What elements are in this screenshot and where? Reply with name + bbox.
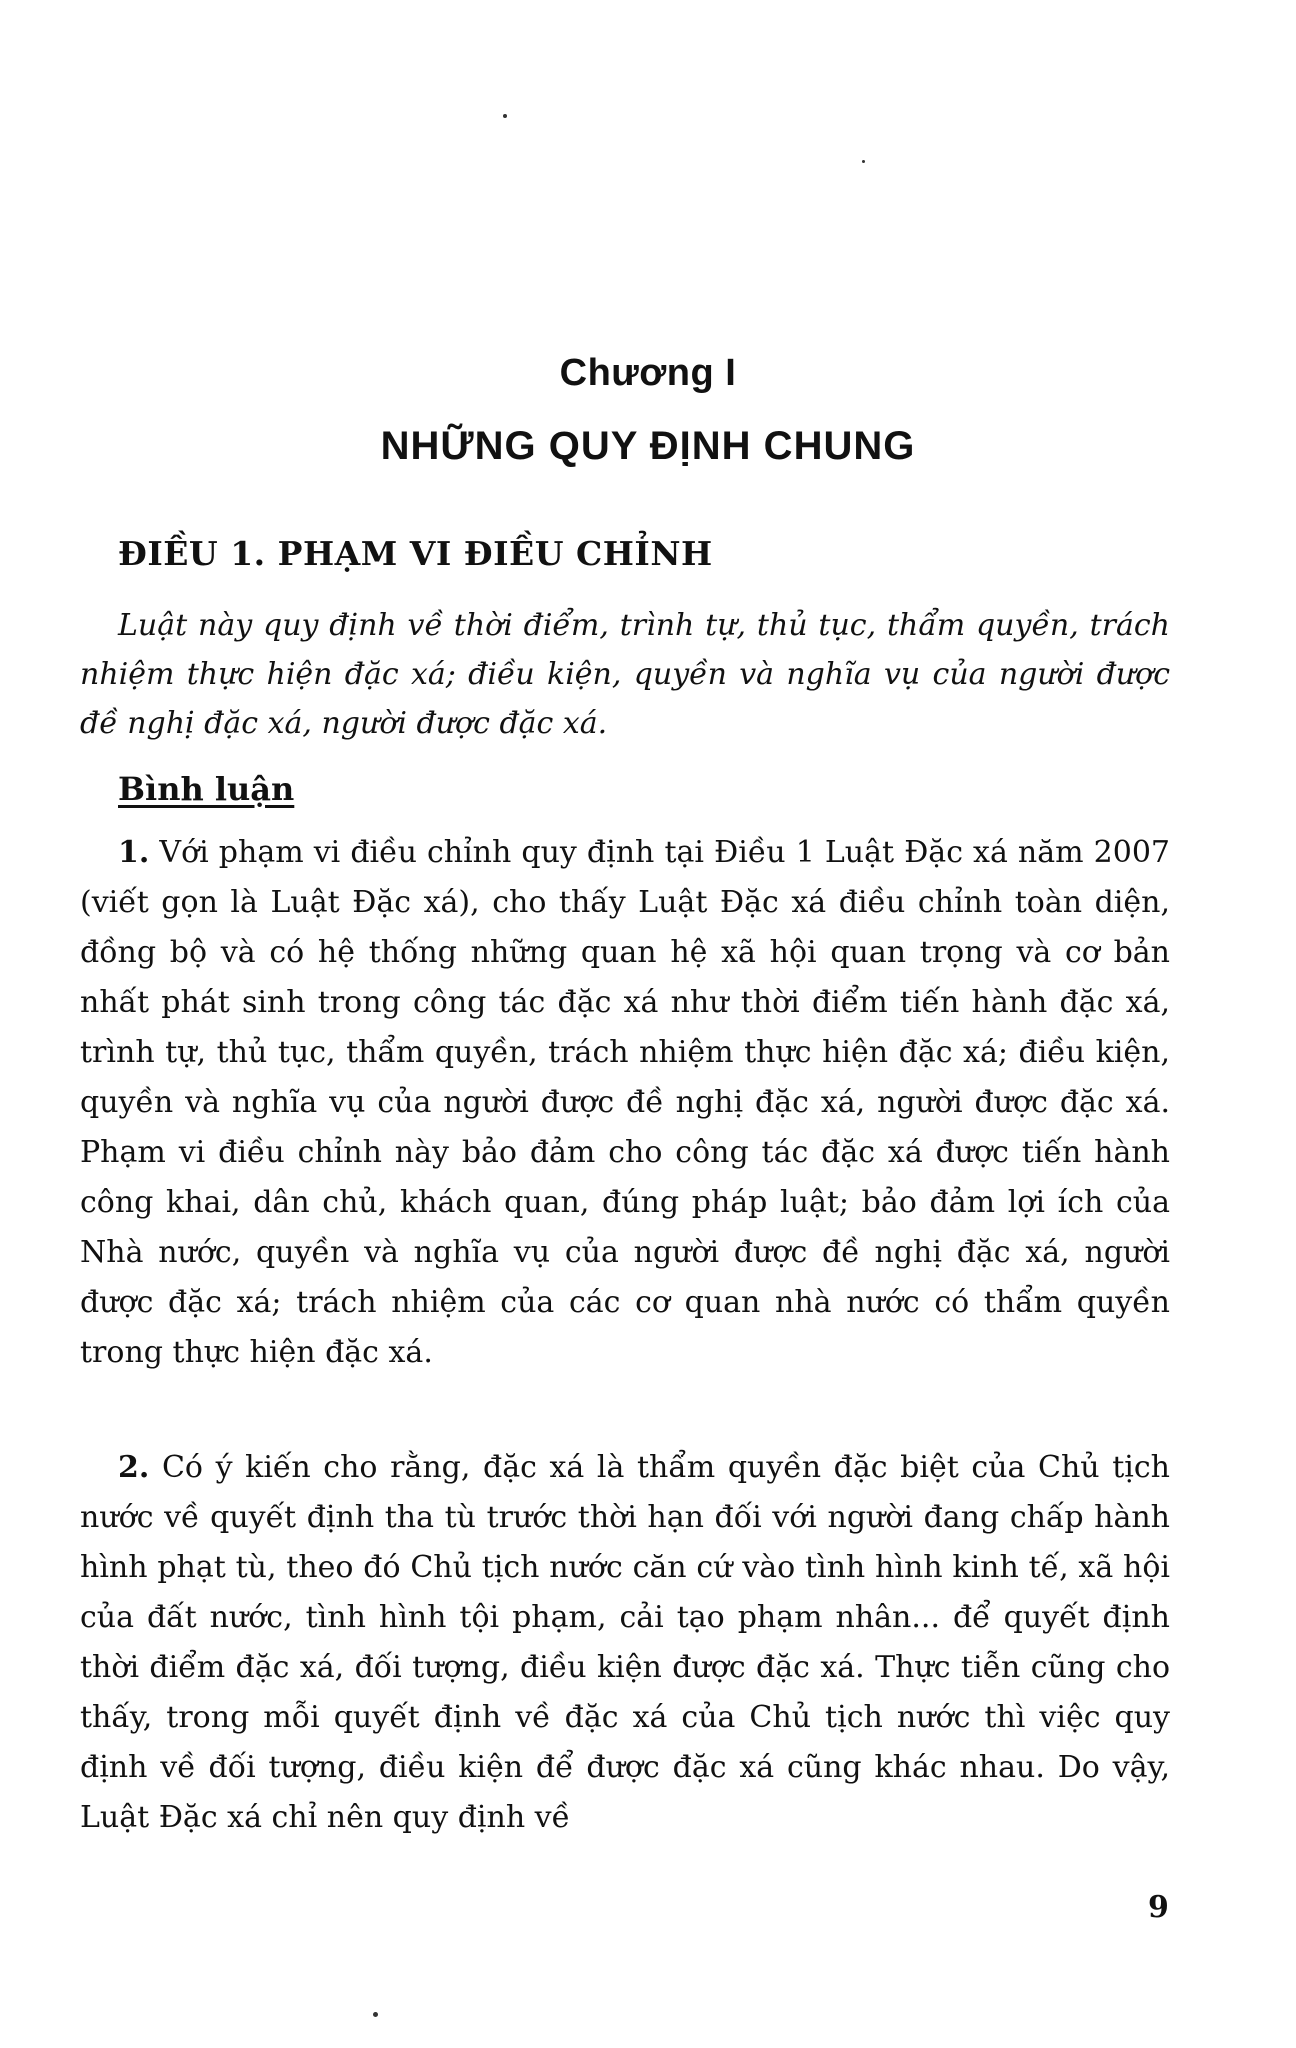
article-text: Luật này quy định về thời điểm, trình tự, thủ tục, thẩm quyền, trách nhiệm thực hiện đặc xá; điều kiện, quyền và nghĩa vụ của người được đề nghị đặc xá, người được đặc xá.: [80, 608, 1170, 741]
scan-speck: [862, 160, 865, 163]
chapter-label: Chương I: [559, 352, 737, 394]
paragraph-number: 1.: [118, 835, 150, 870]
chapter-title: NHỮNG QUY ĐỊNH CHUNG: [380, 424, 916, 468]
commentary-paragraph: [80, 828, 1170, 1378]
scan-speck: [503, 114, 507, 118]
paragraph-text: Có ý kiến cho rằng, đặc xá là thẩm quyền đặc biệt của Chủ tịch nước về quyết định tha tù trước thời hạn đối với người đang chấp hành hình phạt tù, theo đó Chủ tịch nước căn cứ vào tình hình kinh tế, xã hội của đất nước, tình hình tội phạm, cải tạo phạm nhân... để quyết định thời điểm đặc xá, đối tượng, điều kiện được đặc xá. Thực tiễn cũng cho thấy, trong mỗi quyết định về đặc xá của Chủ tịch nước thì việc quy định về đối tượng, điều kiện để được đặc xá cũng khác nhau. Do vậy, Luật Đặc xá chỉ nên quy định về: [80, 1450, 1170, 1835]
commentary-paragraph: [80, 1443, 1170, 1843]
article-heading: ĐIỀU 1. PHẠM VI ĐIỀU CHỈNH: [118, 534, 713, 573]
paragraph-number: 2.: [118, 1450, 150, 1485]
page-number: 9: [1148, 1890, 1169, 1925]
commentary-heading: Bình luận: [118, 770, 295, 808]
scan-speck: [373, 2012, 378, 2017]
paragraph-text: Với phạm vi điều chỉnh quy định tại Điều 1 Luật Đặc xá năm 2007 (viết gọn là Luật Đặc xá), cho thấy Luật Đặc xá điều chỉnh toàn diện, đồng bộ và có hệ thống những quan hệ xã hội quan trọng và cơ bản nhất phát sinh trong công tác đặc xá như thời điểm tiến hành đặc xá, trình tự, thủ tục, thẩm quyền, trách nhiệm thực hiện đặc xá; điều kiện, quyền và nghĩa vụ của người được đề nghị đặc xá, người được đặc xá. Phạm vi điều chỉnh này bảo đảm cho công tác đặc xá được tiến hành công khai, dân chủ, khách quan, đúng pháp luật; bảo đảm lợi ích của Nhà nước, quyền và nghĩa vụ của người được đề nghị đặc xá, người được đặc xá; trách nhiệm của các cơ quan nhà nước có thẩm quyền trong thực hiện đặc xá.: [80, 835, 1170, 1370]
